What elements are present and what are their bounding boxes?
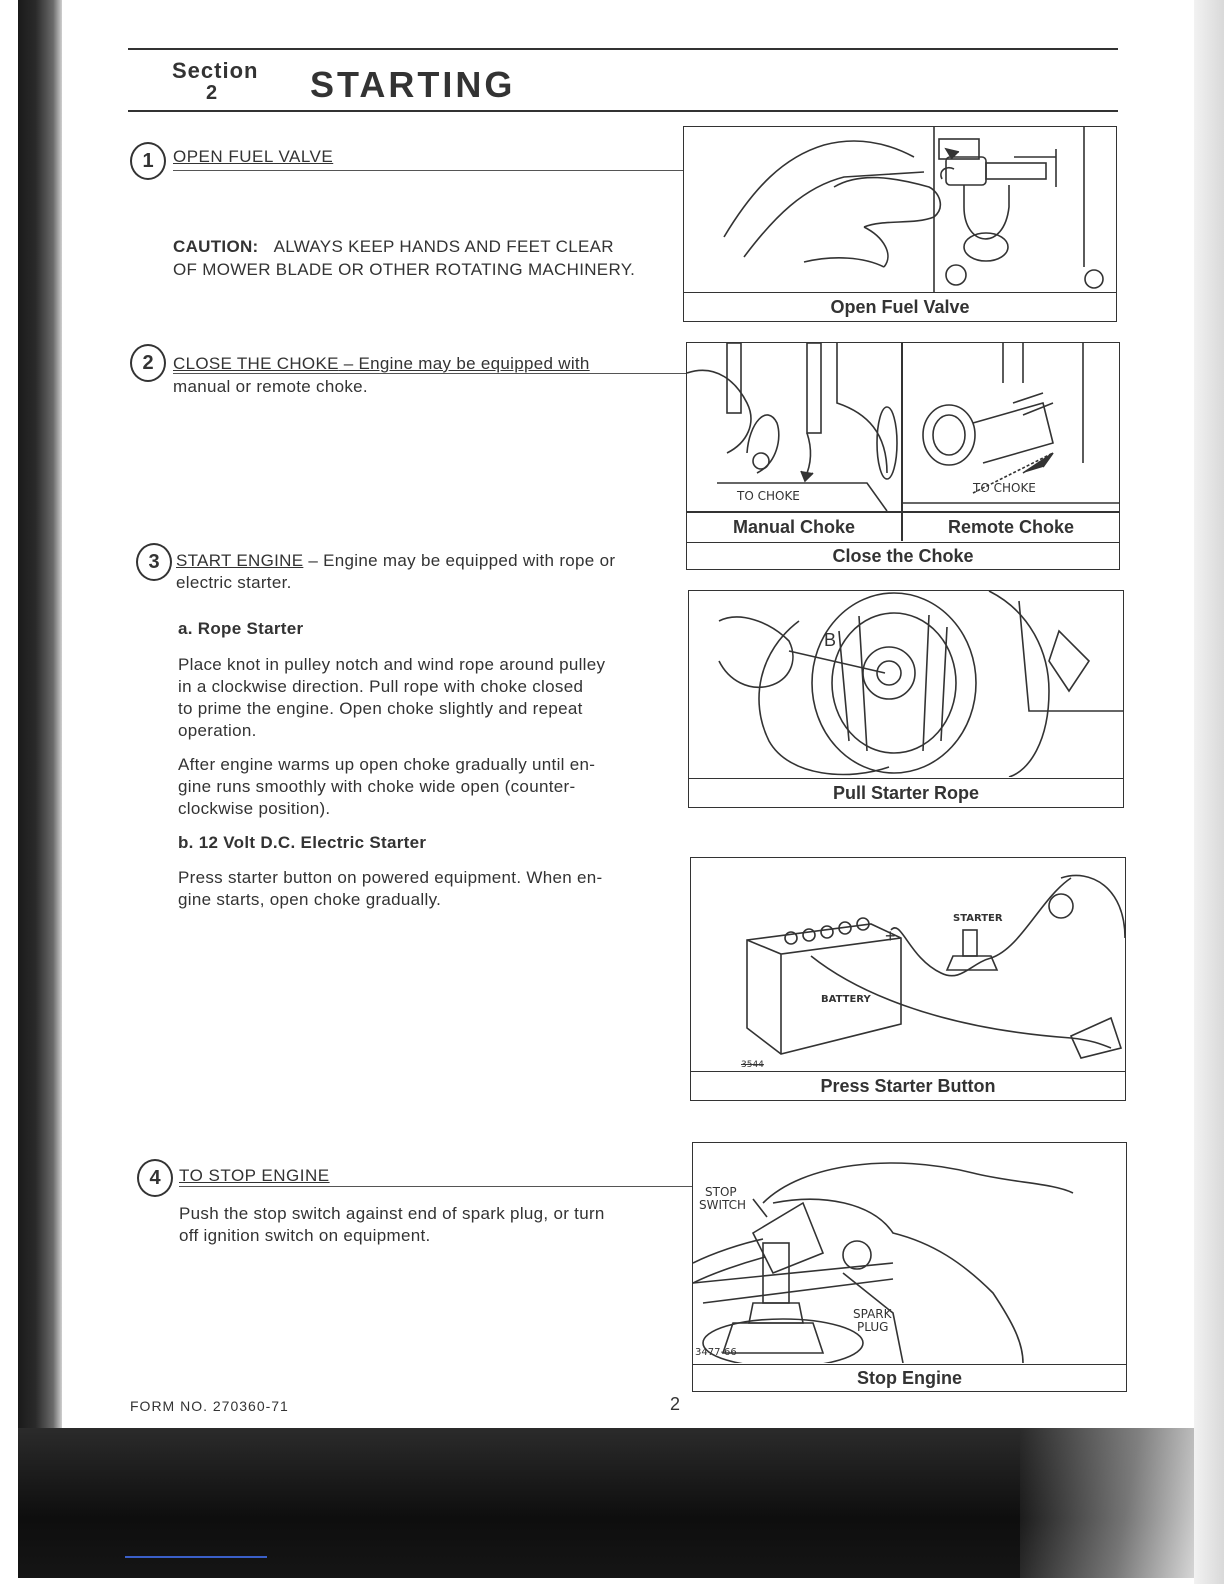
step-1-rule xyxy=(173,170,683,171)
electric-starter-illustration xyxy=(691,858,1125,1072)
caution-line-2: OF MOWER BLADE OR OTHER ROTATING MACHINERY. xyxy=(173,260,636,279)
rope-starter-para-1-line-1: Place knot in pulley notch and wind rope around pulley xyxy=(178,655,606,674)
caution-line-1 xyxy=(173,236,614,258)
battery-label: BATTERY xyxy=(821,994,871,1005)
step-2-title: CLOSE THE CHOKE xyxy=(173,354,339,373)
electric-starter-heading: b. 12 Volt D.C. Electric Starter xyxy=(178,833,427,852)
figure-number-3544: 3544 xyxy=(741,1060,764,1070)
spark-plug-label-line-2: PLUG xyxy=(857,1320,889,1334)
stop-switch-label-line-1: STOP xyxy=(705,1185,737,1199)
figure-caption-stop-engine: Stop Engine xyxy=(693,1364,1126,1391)
stop-switch-label-line-2: SWITCH xyxy=(699,1198,747,1212)
scan-glare-bottom xyxy=(1020,1428,1194,1578)
step-3-title: START ENGINE xyxy=(176,551,304,570)
step-3-text: electric starter. xyxy=(176,573,292,592)
page-number: 2 xyxy=(670,1394,681,1414)
step-3-number: 3 xyxy=(136,543,172,581)
manual-choke-illustration xyxy=(687,343,901,511)
manual-choke-label: TO CHOKE xyxy=(737,489,800,503)
step-2-heading xyxy=(173,353,590,375)
electric-starter-para-line-2: gine starts, open choke gradually. xyxy=(178,890,442,909)
rope-starter-para-2-line-2: gine runs smoothly with choke wide open (counter- xyxy=(178,777,576,796)
step-1-title: OPEN FUEL VALVE xyxy=(173,147,334,166)
page-title: STARTING xyxy=(310,64,516,105)
step-2-text: manual or remote choke. xyxy=(173,377,368,396)
caution-label: CAUTION: xyxy=(173,237,259,256)
step-2-title-rest: – Engine may be equipped with xyxy=(338,354,590,373)
figure-caption-press-starter-button: Press Starter Button xyxy=(691,1071,1125,1100)
header-rule-top xyxy=(128,48,1118,50)
remote-choke-caption: Remote Choke xyxy=(947,517,1075,537)
rope-starter-para-2-line-1: After engine warms up open choke gradually until en- xyxy=(178,755,596,774)
scan-blue-rule xyxy=(125,1556,267,1558)
manual-choke-caption: Manual Choke xyxy=(732,517,856,537)
figure-number-3477: 3477-66 xyxy=(695,1347,737,1358)
header-rule-bottom xyxy=(128,110,1118,112)
figure-pull-starter-rope xyxy=(688,590,1124,808)
starter-label: STARTER xyxy=(953,913,1003,924)
figure-press-starter-button xyxy=(690,857,1126,1101)
scan-margin-right xyxy=(1194,0,1224,1584)
battery-plus-sign: + xyxy=(885,926,896,946)
figure-caption-pull-starter-rope: Pull Starter Rope xyxy=(689,778,1123,807)
step-4-rule xyxy=(179,1186,693,1187)
rope-starter-illustration xyxy=(689,591,1123,777)
scan-shadow-left xyxy=(18,0,62,1430)
rope-starter-para-1-line-3: to prime the engine. Open choke slightly and repeat xyxy=(178,699,583,718)
figure-stop-engine xyxy=(692,1142,1127,1392)
step-3-heading xyxy=(176,550,615,572)
section-label: Section xyxy=(172,58,259,83)
rope-starter-para-1-line-2: in a clockwise direction. Pull rope with choke closed xyxy=(178,677,584,696)
step-1-number: 1 xyxy=(130,142,166,180)
stop-switch-illustration xyxy=(693,1143,1126,1363)
step-2-rule xyxy=(173,373,687,374)
remote-choke-label: TO CHOKE xyxy=(973,481,1036,495)
figure-close-the-choke xyxy=(686,342,1120,570)
stop-engine-para-line-1: Push the stop switch against end of spark plug, or turn xyxy=(179,1204,605,1223)
figure-caption-open-fuel-valve: Open Fuel Valve xyxy=(684,292,1116,321)
spark-plug-label-line-1: SPARK xyxy=(853,1307,892,1321)
step-2-number: 2 xyxy=(130,344,166,382)
stop-engine-para-line-2: off ignition switch on equipment. xyxy=(179,1226,431,1245)
section-number: 2 xyxy=(206,82,218,104)
step-3-title-rest: – Engine may be equipped with rope or xyxy=(303,551,616,570)
caution-text-1: ALWAYS KEEP HANDS AND FEET CLEAR xyxy=(273,237,614,256)
step-4-title: TO STOP ENGINE xyxy=(179,1166,330,1185)
figure-caption-close-the-choke: Close the Choke xyxy=(687,542,1119,569)
fuel-valve-illustration xyxy=(684,127,1116,293)
rope-starter-para-1-line-4: operation. xyxy=(178,721,257,740)
figure-open-fuel-valve xyxy=(683,126,1117,322)
electric-starter-para-line-1: Press starter button on powered equipment. When en- xyxy=(178,868,603,887)
scan-margin-left xyxy=(0,0,18,1584)
step-4-number: 4 xyxy=(137,1159,173,1197)
rope-starter-para-2-line-3: clockwise position). xyxy=(178,799,331,818)
rope-starter-heading: a. Rope Starter xyxy=(178,619,304,638)
svg-text:B: B xyxy=(824,630,837,650)
form-number: FORM NO. 270360-71 xyxy=(130,1398,289,1414)
